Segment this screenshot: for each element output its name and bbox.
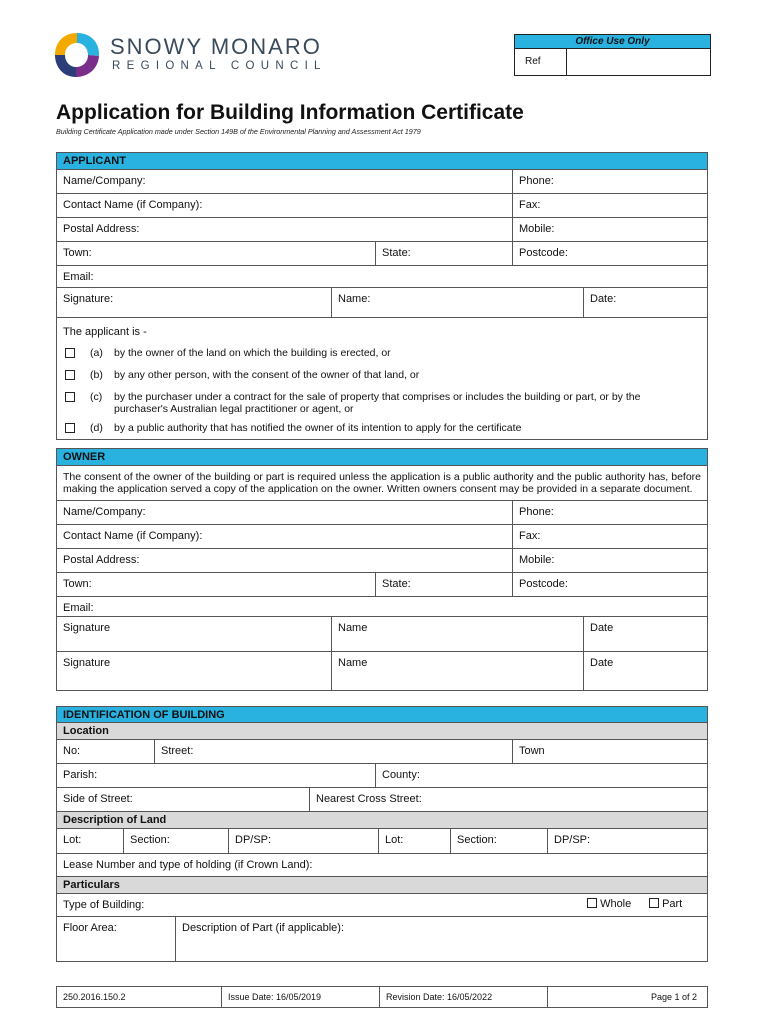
owner-email-field[interactable]: Email: <box>63 602 94 614</box>
type-of-building-field[interactable]: Type of Building: <box>63 899 145 911</box>
office-ref-field[interactable] <box>568 49 710 75</box>
option-c-text: by the purchaser under a contract for the sale of property that comprises or includes the building or part, or by the purchaser's Australian legal practitioner or agent, or <box>114 391 641 415</box>
applicant-header: APPLICANT <box>57 153 707 170</box>
option-b-letter: (b) <box>90 369 103 381</box>
land-row-lease <box>57 854 707 877</box>
option-a-checkbox[interactable] <box>65 348 75 358</box>
applicant-contact-name-field[interactable]: Contact Name (if Company): <box>63 199 203 211</box>
footer-code: 250.2016.150.2 <box>63 992 126 1002</box>
page-title: Application for Building Information Certificate <box>56 101 524 124</box>
applicant-name-field[interactable]: Name: <box>331 288 583 317</box>
owner-consent-text: The consent of the owner of the building or part is required unless the application is a public authority and the public authority has, before making the application served a copy of the application on the owner. Written owners consent may be provided in a separate document. <box>63 471 701 495</box>
street-number-field[interactable]: No: <box>63 745 81 757</box>
owner-row-signature-2 <box>57 652 707 690</box>
option-a-letter: (a) <box>90 347 103 359</box>
applicant-signature-field[interactable]: Signature: <box>63 293 114 305</box>
applicant-postcode-field[interactable]: Postcode: <box>512 242 707 265</box>
particulars-row-type <box>57 894 707 917</box>
applicant-fax-field[interactable]: Fax: <box>512 194 707 217</box>
owner-row-town <box>57 573 707 597</box>
applicant-option-b <box>57 368 707 390</box>
lot-2-field[interactable]: Lot: <box>378 829 450 853</box>
applicant-town-field[interactable]: Town: <box>63 247 92 259</box>
footer-page-number: Page 1 of 2 <box>547 987 707 1007</box>
option-d-checkbox[interactable] <box>65 423 75 433</box>
land-subheader: Description of Land <box>57 812 707 829</box>
option-a-text: by the owner of the land on which the building is erected, or <box>114 347 391 359</box>
owner-name-1-field[interactable]: Name <box>331 617 583 651</box>
owner-header: OWNER <box>57 449 707 466</box>
option-d-text: by a public authority that has notified the owner of its intention to apply for the certificate <box>114 422 522 434</box>
owner-row-contact <box>57 525 707 549</box>
section-2-field[interactable]: Section: <box>450 829 547 853</box>
dpsp-1-field[interactable]: DP/SP: <box>228 829 378 853</box>
footer-issue-date: Issue Date: 16/05/2019 <box>221 987 379 1007</box>
page-subtitle: Building Certificate Application made under Section 149B of the Environmental Planning and Assessment Act 1979 <box>56 127 421 136</box>
particulars-subheader: Particulars <box>57 877 707 894</box>
owner-fax-field[interactable]: Fax: <box>512 525 707 548</box>
side-of-street-field[interactable]: Side of Street: <box>63 793 133 805</box>
owner-row-name <box>57 501 707 525</box>
option-c-letter: (c) <box>90 391 103 403</box>
footer-revision-date: Revision Date: 16/05/2022 <box>379 987 547 1007</box>
land-row-lots <box>57 829 707 854</box>
part-label: Part <box>662 898 683 910</box>
applicant-option-c <box>57 390 707 421</box>
applicant-row-postal <box>57 218 707 242</box>
applicant-row-signature <box>57 288 707 318</box>
lease-number-field[interactable]: Lease Number and type of holding (if Crown Land): <box>63 859 313 871</box>
nearest-cross-street-field[interactable]: Nearest Cross Street: <box>309 788 707 811</box>
applicant-date-field[interactable]: Date: <box>583 288 707 317</box>
description-of-part-field[interactable]: Description of Part (if applicable): <box>175 917 707 961</box>
lot-1-field[interactable]: Lot: <box>63 834 82 846</box>
whole-checkbox[interactable] <box>587 898 597 908</box>
location-subheader: Location <box>57 723 707 740</box>
owner-consent-row <box>57 466 707 501</box>
street-field[interactable]: Street: <box>154 740 512 763</box>
applicant-is-label: The applicant is - <box>63 326 147 338</box>
section-1-field[interactable]: Section: <box>123 829 228 853</box>
owner-name-2-field[interactable]: Name <box>331 652 583 690</box>
applicant-section <box>56 152 708 440</box>
option-d-letter: (d) <box>90 422 103 434</box>
particulars-row-floor <box>57 917 707 961</box>
identification-section <box>56 706 708 962</box>
owner-mobile-field[interactable]: Mobile: <box>512 549 707 572</box>
parish-field[interactable]: Parish: <box>63 769 98 781</box>
logo-line-1: SNOWY MONARO <box>110 34 322 59</box>
office-use-header: Office Use Only <box>515 35 710 49</box>
part-checkbox[interactable] <box>649 898 659 908</box>
applicant-name-company-field[interactable]: Name/Company: <box>63 175 146 187</box>
identification-header: IDENTIFICATION OF BUILDING <box>57 707 707 723</box>
owner-phone-field[interactable]: Phone: <box>512 501 707 524</box>
applicant-option-d <box>57 421 707 443</box>
location-town-field[interactable]: Town <box>512 740 707 763</box>
whole-label: Whole <box>600 898 632 910</box>
owner-signature-2-field[interactable]: Signature <box>63 657 111 669</box>
part-option <box>643 894 707 916</box>
applicant-phone-field[interactable]: Phone: <box>512 170 707 193</box>
applicant-row-name <box>57 170 707 194</box>
location-row-street <box>57 740 707 764</box>
owner-row-postal <box>57 549 707 573</box>
option-b-text: by any other person, with the consent of the owner of that land, or <box>114 369 420 381</box>
council-logo-icon <box>52 30 102 80</box>
owner-state-field[interactable]: State: <box>375 573 512 596</box>
applicant-row-town <box>57 242 707 266</box>
county-field[interactable]: County: <box>375 764 707 787</box>
option-b-checkbox[interactable] <box>65 370 75 380</box>
applicant-mobile-field[interactable]: Mobile: <box>512 218 707 241</box>
owner-date-1-field[interactable]: Date <box>583 617 707 651</box>
applicant-row-contact <box>57 194 707 218</box>
applicant-postal-address-field[interactable]: Postal Address: <box>63 223 140 235</box>
owner-postcode-field[interactable]: Postcode: <box>512 573 707 596</box>
location-row-side <box>57 788 707 812</box>
page-footer <box>56 986 708 1008</box>
location-row-parish <box>57 764 707 788</box>
owner-contact-name-field[interactable]: Contact Name (if Company): <box>63 530 203 542</box>
applicant-option-a <box>57 346 707 368</box>
applicant-state-field[interactable]: State: <box>375 242 512 265</box>
applicant-row-email <box>57 266 707 288</box>
office-ref-label: Ref <box>515 49 567 75</box>
applicant-is-block <box>57 318 707 439</box>
owner-row-signature-1 <box>57 617 707 652</box>
owner-signature-1-field[interactable]: Signature <box>63 622 111 634</box>
logo-line-2: REGIONAL COUNCIL <box>112 60 327 72</box>
owner-town-field[interactable]: Town: <box>63 578 92 590</box>
dpsp-2-field[interactable]: DP/SP: <box>547 829 707 853</box>
option-c-checkbox[interactable] <box>65 392 75 402</box>
office-use-box <box>514 34 711 76</box>
owner-section <box>56 448 708 691</box>
owner-name-company-field[interactable]: Name/Company: <box>63 506 146 518</box>
owner-postal-address-field[interactable]: Postal Address: <box>63 554 140 566</box>
owner-row-email <box>57 597 707 617</box>
floor-area-field[interactable]: Floor Area: <box>63 922 117 934</box>
applicant-email-field[interactable]: Email: <box>63 271 94 283</box>
owner-date-2-field[interactable]: Date <box>583 652 707 690</box>
whole-option <box>581 894 643 916</box>
